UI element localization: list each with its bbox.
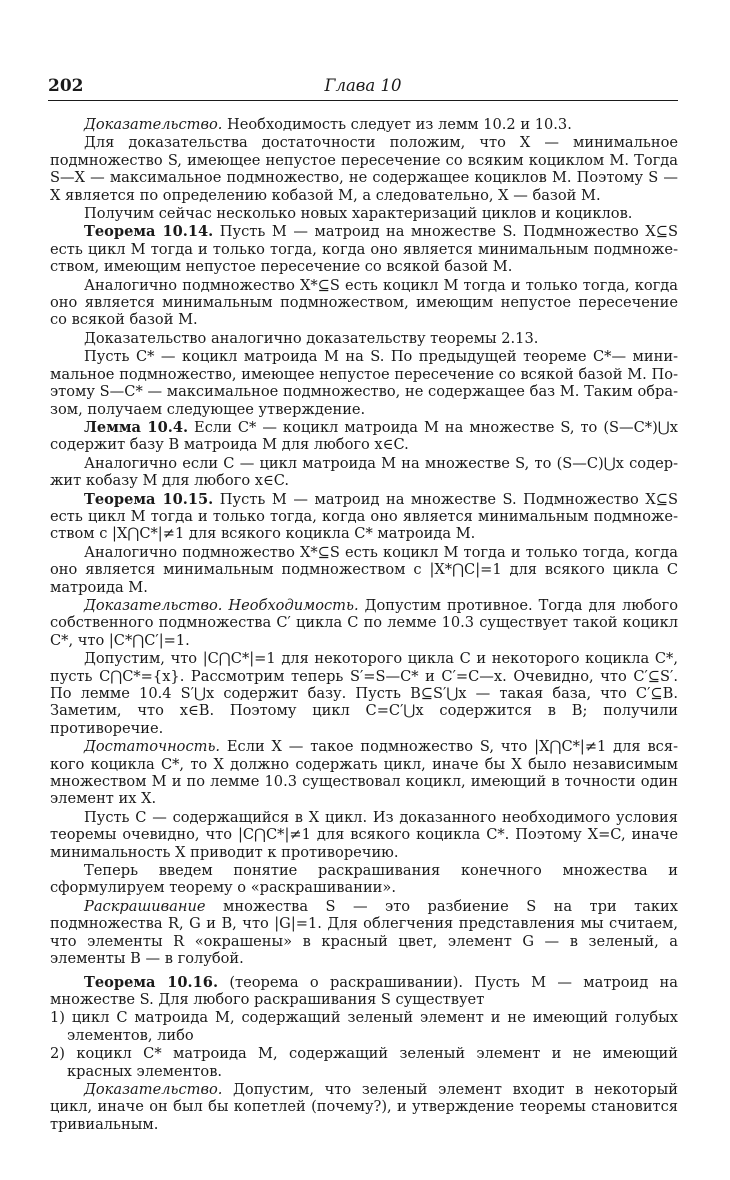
- paragraph: [50, 223, 678, 275]
- paragraph-text: Допустим, что зеленый элемент входит в некоторый цикл, иначе он был бы копетлей (почему?), и утверждение теоремы становится тривиальным.: [50, 1080, 678, 1133]
- emphasis: Доказательство.: [84, 1080, 223, 1098]
- paragraph-text: Если X — такое подмножество S, что |X⋂C*|≠1 для всякого коцикла C*, то X должно содержать цикл, иначе бы X было независимым множеством M и по лемме 10.3 существовал коцикл, имеющий в точности один элемент их X.: [50, 738, 678, 808]
- paragraph: [50, 277, 678, 329]
- paragraph: [50, 974, 678, 1009]
- paragraph-text: Если C* — коцикл матроида M на множестве S, то (S—C*)⋃x содержит базу B матроида M для любого x∈C.: [50, 418, 678, 454]
- paragraph-text: Пусть C — содержащийся в X цикл. Из доказанного необходимого условия теоремы очевидно, что |C⋂C*|≠1 для всякого коцикла C*. Поэтому X=C, иначе минимальность X приводит к противоречию.: [50, 808, 678, 861]
- paragraph: [50, 330, 678, 347]
- paragraph-text: Аналогично подмножество X*⊆S есть коцикл M тогда и только тогда, когда оно является минимальным подмножеством, имеющим непустое пересечение со всякой базой M.: [50, 276, 678, 329]
- paragraph-text: множества S — это разбиение S на три таких подмножества R, G и B, что |G|=1. Для облегчения представления мы считаем, что элементы R «окрашены» в красный цвет, элемент G — в зеленый, а элементы B — в голубой.: [50, 897, 678, 968]
- paragraph: [50, 491, 678, 543]
- paragraph: [50, 419, 678, 454]
- list-item: [50, 1009, 678, 1044]
- paragraph-text: Допустим противное. Тогда для любого собственного подмножества C′ цикла C по лемме 10.3 существует такой коцикл C*, что |C*⋂C′|=1.: [50, 596, 678, 649]
- paragraph-text: 1) цикл C матроида M, содержащий зеленый элемент и не имеющий голубых элементов, либо: [50, 1009, 678, 1044]
- paragraph-text: Необходимость следует из лемм 10.2 и 10.3.: [222, 116, 572, 133]
- paragraph-text: (теорема о раскрашивании). Пусть M — матроид на множестве S. Для любого раскрашивания S существует: [50, 973, 678, 1008]
- paragraph: [50, 862, 678, 897]
- page-number: 202: [48, 76, 84, 96]
- paragraph: [50, 544, 678, 596]
- emphasis: Достаточность.: [84, 738, 221, 756]
- paragraph-text: Аналогично подмножество X*⊆S есть коцикл M тогда и только тогда, когда оно является минимальным подмножеством с |X*⋂C|=1 для всякого цикла C матроида M.: [50, 543, 678, 596]
- paragraph-text: Для доказательства достаточности положим, что X — минимальное подмножество S, имеющее непустое пересечение со всяким коциклом M. Тогда S—X — максимальное подмножество, не содержащее коциклов M. Поэтому S — X является по определению кобазой M, а следовательно, X — базой M.: [50, 134, 678, 204]
- header-rule: [48, 100, 678, 101]
- paragraph: [50, 134, 678, 204]
- paragraph: [50, 738, 678, 808]
- paragraph-text: Получим сейчас несколько новых характеризаций циклов и коциклов.: [84, 205, 633, 223]
- statement-heading: Теорема 10.16.: [84, 973, 219, 991]
- paragraph-text: Пусть M — матроид на множестве S. Подмножество X⊆S есть цикл M тогда и только тогда, когда оно является минимальным подмножеством, имеющим непустое пересечение со всякой базой M.: [50, 223, 678, 276]
- paragraph-text: Пусть M — матроид на множестве S. Подмножество X⊆S есть цикл M тогда и только тогда, когда оно является минимальным подмножеством с |X⋂C*|≠1 для всякого коцикла C* матроида M.: [50, 490, 678, 543]
- page-header: [48, 76, 678, 98]
- list-item: [50, 1045, 678, 1080]
- emphasis: Раскрашивание: [84, 897, 206, 915]
- paragraph: [50, 597, 678, 649]
- paragraph: [50, 898, 678, 968]
- paragraph-text: Аналогично если C — цикл матроида M на множестве S, то (S—C)⋃x содержит кобазу M для любого x∈C.: [50, 454, 678, 490]
- paragraph: [50, 809, 678, 861]
- statement-heading: Теорема 10.14.: [84, 223, 214, 241]
- statement-heading: Теорема 10.15.: [84, 490, 214, 508]
- paragraph: [50, 205, 678, 222]
- body-text: [50, 116, 678, 1134]
- statement-heading: Лемма 10.4.: [84, 418, 189, 436]
- paragraph: [50, 348, 678, 418]
- paragraph-text: Пусть C* — коцикл матроида M на S. По предыдущей теореме C*— минимальное подмножество, имеющее непустое пересечение со всякой базой M. Поэтому S—C* — максимальное подмножество, не содержащее баз M. Таким образом, получаем следующее утверждение.: [50, 348, 678, 418]
- paragraph-text: 2) коцикл C* матроида M, содержащий зеленый элемент и не имеющий красных элементов.: [50, 1045, 678, 1080]
- paragraph-text: Доказательство аналогично доказательству теоремы 2.13.: [84, 329, 539, 347]
- emphasis: Доказательство. Необходимость.: [84, 596, 359, 614]
- paragraph: [50, 455, 678, 490]
- paragraph: [50, 650, 678, 737]
- chapter-title: Глава 10: [324, 76, 402, 95]
- paragraph-text: Теперь введем понятие раскрашивания конечного множества и сформулируем теорему о «раскрашивании».: [50, 862, 678, 897]
- paragraph: [50, 1081, 678, 1133]
- paragraph-text: Допустим, что |C⋂C*|=1 для некоторого цикла C и некоторого коцикла C*, пусть C⋂C*={x}. Рассмотрим теперь S′=S—C* и C′=C—x. Очевидно, что C′⊆S′. По лемме 10.4 S′⋃x содержит базу. Пусть B⊆S′⋃x — такая база, что C′⊆B. Заметим, что x∈B. Поэтому цикл C=C′⋃x содержится в B; получили противоречие.: [50, 650, 678, 737]
- emphasis: Доказательство.: [84, 116, 223, 133]
- paragraph: [50, 116, 678, 133]
